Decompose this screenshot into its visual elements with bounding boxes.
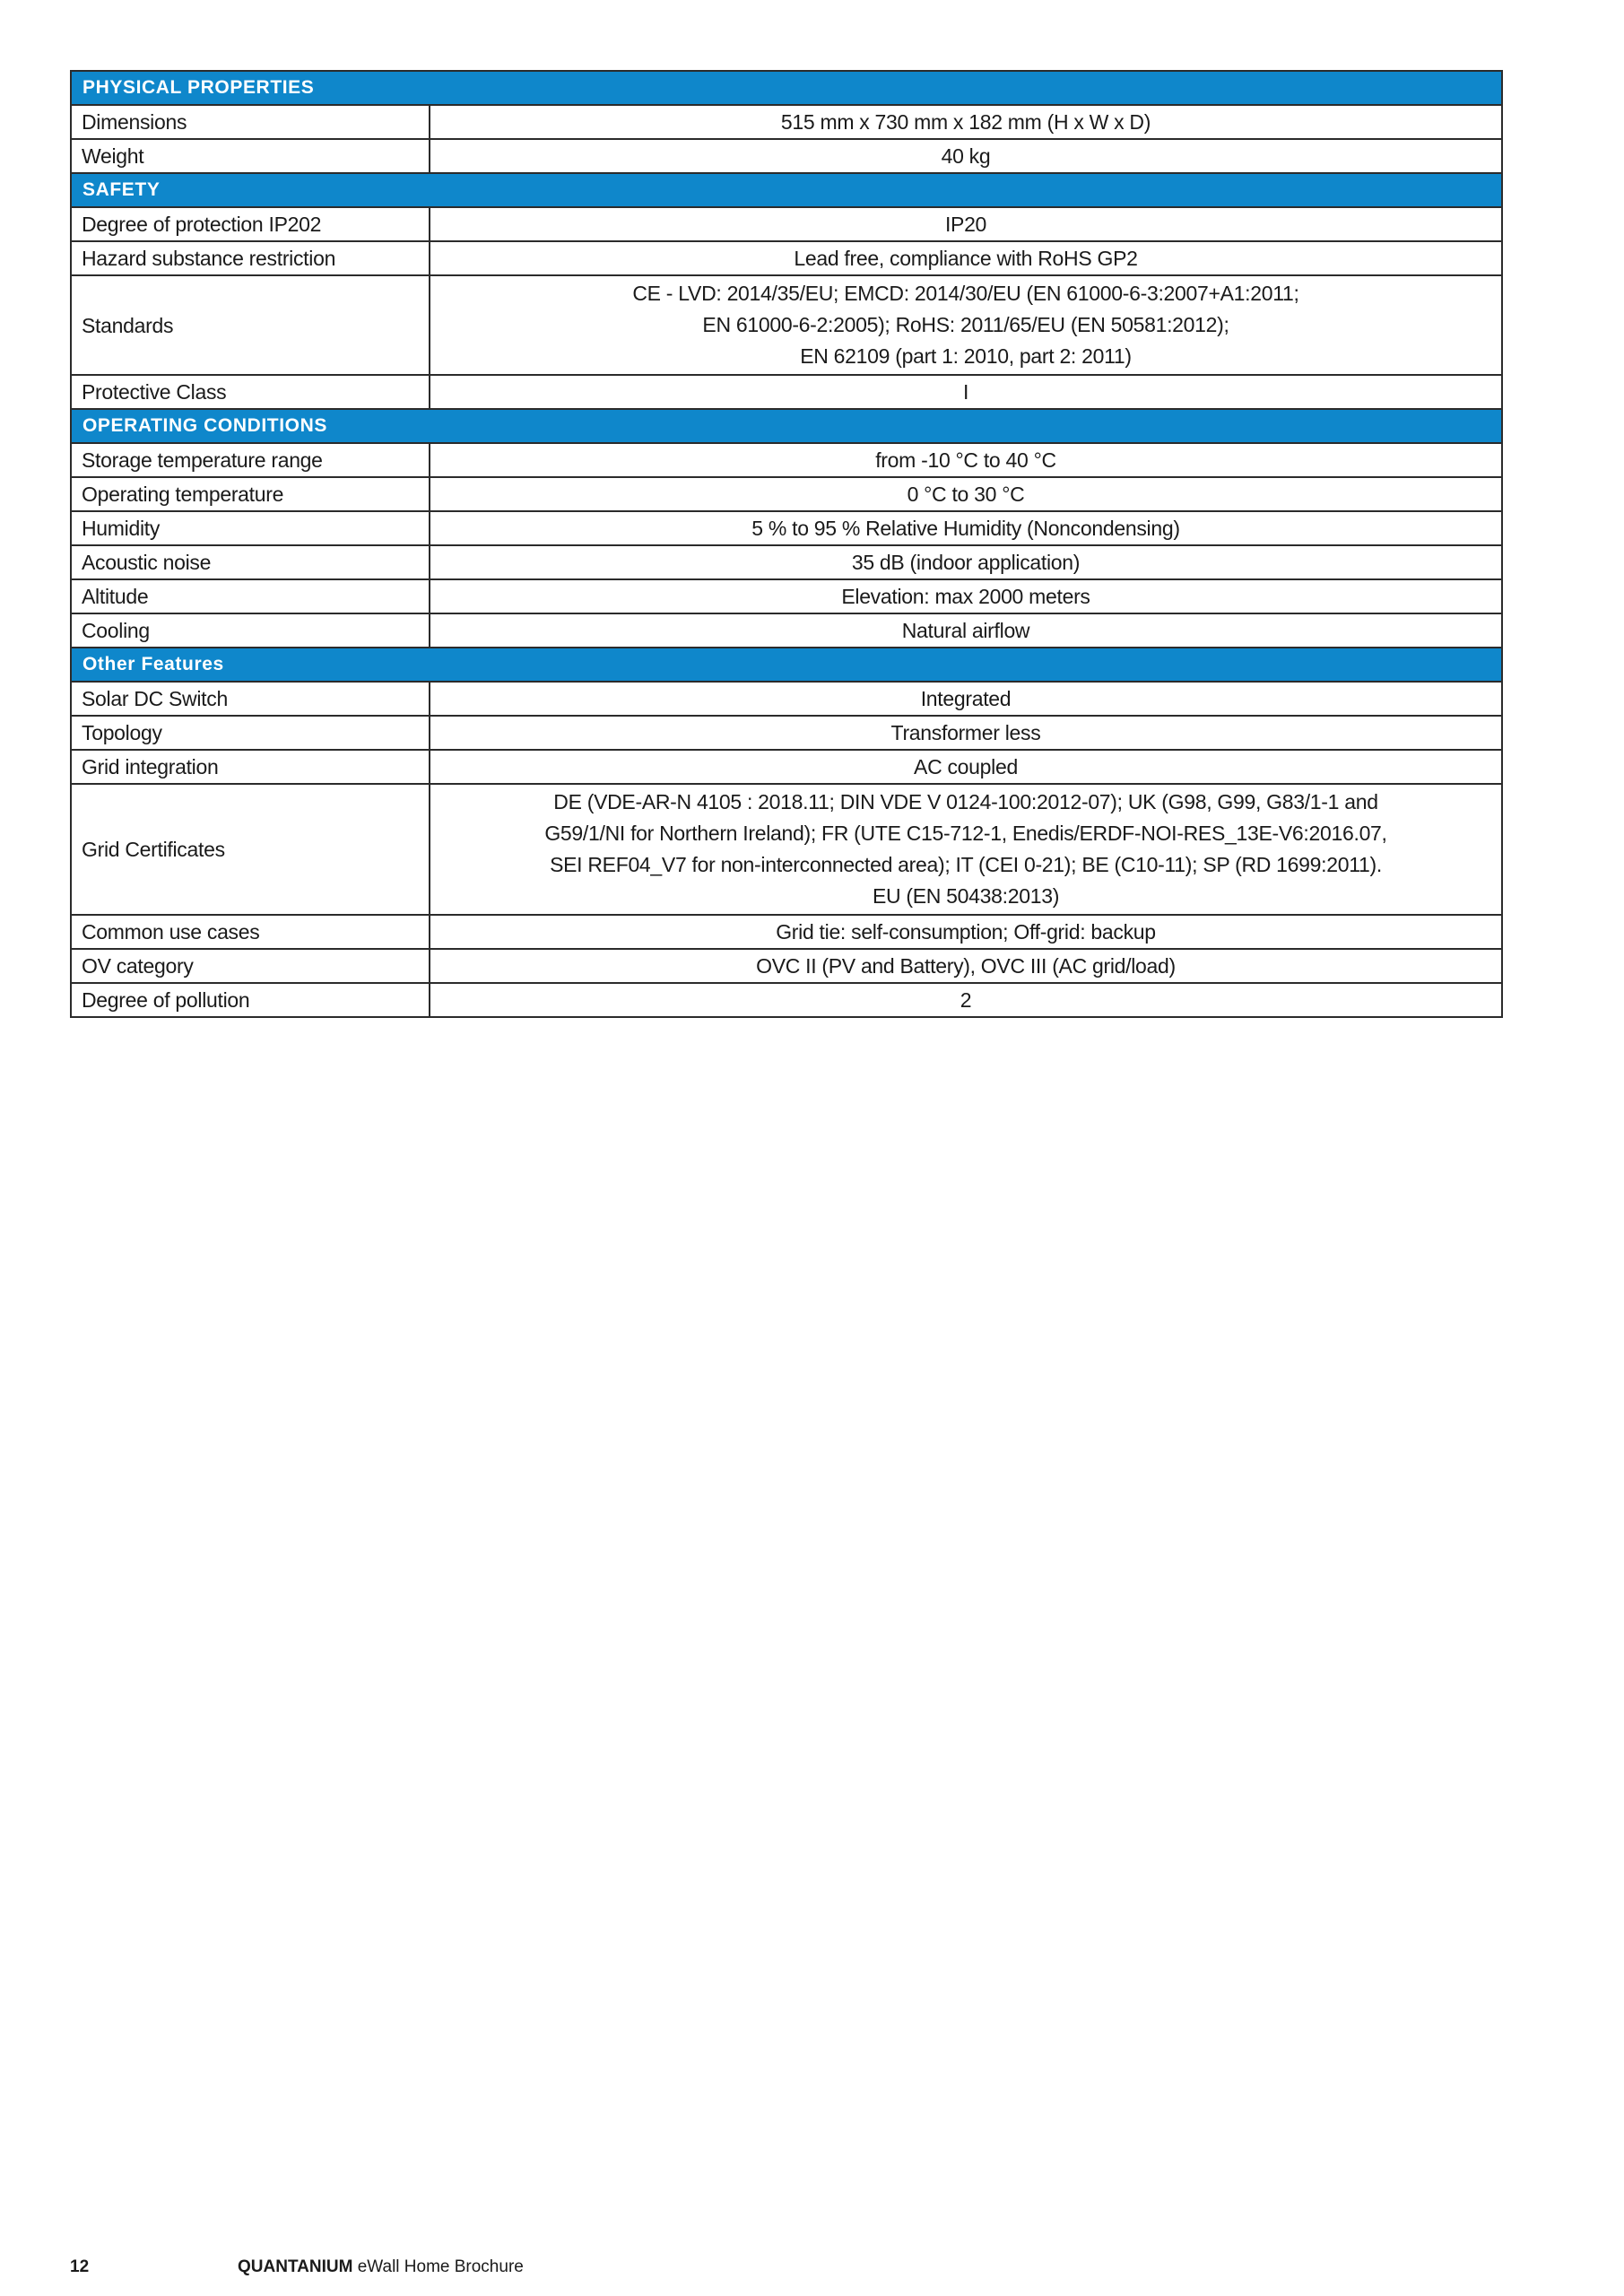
page-footer bbox=[70, 2256, 877, 2279]
table-row bbox=[71, 949, 1502, 983]
row-label: Cooling bbox=[71, 613, 430, 648]
row-value-line: IP20 bbox=[944, 212, 987, 236]
table-row bbox=[71, 750, 1502, 784]
row-value-line: EN 61000-6-2:2005); RoHS: 2011/65/EU (EN 50581:2012); bbox=[702, 313, 1229, 336]
row-value bbox=[430, 105, 1502, 139]
row-value bbox=[430, 443, 1502, 477]
row-label: Protective Class bbox=[71, 375, 430, 409]
row-label: Humidity bbox=[71, 511, 430, 545]
section-header-row bbox=[71, 409, 1502, 443]
row-value-line: G59/1/NI for Northern Ireland); FR (UTE C15-712-1, Enedis/ERDF-NOI-RES_13E-V6:2016.07, bbox=[544, 822, 1387, 845]
row-value-line: Lead free, compliance with RoHS GP2 bbox=[794, 246, 1138, 270]
row-value bbox=[430, 784, 1502, 915]
row-value-line: 515 mm x 730 mm x 182 mm (H x W x D) bbox=[780, 109, 1151, 134]
row-value bbox=[430, 949, 1502, 983]
row-label: Degree of pollution bbox=[71, 983, 430, 1017]
brand-name: QUANTANIUM bbox=[238, 2257, 353, 2276]
page-number: 12 bbox=[70, 2257, 90, 2276]
row-value bbox=[430, 613, 1502, 648]
section-title: SAFETY bbox=[71, 173, 1502, 207]
row-value-line: CE - LVD: 2014/35/EU; EMCD: 2014/30/EU (EN 61000-6-3:2007+A1:2011; bbox=[632, 282, 1299, 305]
row-value bbox=[430, 545, 1502, 579]
table-row bbox=[71, 983, 1502, 1017]
table-row bbox=[71, 105, 1502, 139]
table-row bbox=[71, 784, 1502, 915]
row-value-line: I bbox=[962, 379, 969, 404]
row-label: Hazard substance restriction bbox=[71, 241, 430, 275]
row-value-line: Natural airflow bbox=[901, 618, 1030, 642]
table-row bbox=[71, 375, 1502, 409]
section-header-row bbox=[71, 648, 1502, 682]
row-value bbox=[430, 241, 1502, 275]
row-value-line: Grid tie: self-consumption; Off-grid: backup bbox=[776, 919, 1156, 944]
row-value-line: AC coupled bbox=[914, 754, 1018, 778]
row-value-line: Integrated bbox=[920, 686, 1012, 710]
row-label: Grid Certificates bbox=[71, 784, 430, 915]
table-row bbox=[71, 511, 1502, 545]
table-row bbox=[71, 579, 1502, 613]
row-label: Acoustic noise bbox=[71, 545, 430, 579]
row-label: Solar DC Switch bbox=[71, 682, 430, 716]
brochure-title bbox=[238, 2256, 524, 2279]
table-row bbox=[71, 139, 1502, 173]
table-row bbox=[71, 545, 1502, 579]
row-value-line: from -10 °C to 40 °C bbox=[875, 448, 1056, 472]
row-value-line: 5 % to 95 % Relative Humidity (Noncondensing) bbox=[751, 516, 1180, 540]
row-value-line: EU (EN 50438:2013) bbox=[872, 884, 1060, 908]
row-value bbox=[430, 915, 1502, 949]
row-label: Storage temperature range bbox=[71, 443, 430, 477]
row-value-line: OVC II (PV and Battery), OVC III (AC grid/load) bbox=[756, 953, 1176, 978]
row-value bbox=[430, 716, 1502, 750]
table-row bbox=[71, 443, 1502, 477]
row-value-line: 40 kg bbox=[941, 144, 991, 168]
section-header-row bbox=[71, 71, 1502, 105]
row-label: Grid integration bbox=[71, 750, 430, 784]
row-value bbox=[430, 275, 1502, 375]
row-value bbox=[430, 682, 1502, 716]
table-row bbox=[71, 682, 1502, 716]
row-label: Operating temperature bbox=[71, 477, 430, 511]
row-label: Topology bbox=[71, 716, 430, 750]
row-value-line: EN 62109 (part 1: 2010, part 2: 2011) bbox=[800, 344, 1132, 368]
spec-table bbox=[70, 70, 1503, 1018]
row-value-line: Elevation: max 2000 meters bbox=[841, 584, 1090, 608]
table-row bbox=[71, 716, 1502, 750]
row-label: Standards bbox=[71, 275, 430, 375]
table-row bbox=[71, 915, 1502, 949]
table-row bbox=[71, 241, 1502, 275]
row-value-line: Transformer less bbox=[890, 720, 1041, 744]
row-value-line: 2 bbox=[960, 987, 972, 1012]
row-value bbox=[430, 579, 1502, 613]
section-header-row bbox=[71, 173, 1502, 207]
row-value bbox=[430, 139, 1502, 173]
row-value bbox=[430, 375, 1502, 409]
row-label: Degree of protection IP202 bbox=[71, 207, 430, 241]
row-value-line: DE (VDE-AR-N 4105 : 2018.11; DIN VDE V 0124-100:2012-07); UK (G98, G99, G83/1-1 and bbox=[553, 790, 1378, 813]
row-label: OV category bbox=[71, 949, 430, 983]
row-label: Weight bbox=[71, 139, 430, 173]
section-title: Other Features bbox=[71, 648, 1502, 682]
row-label: Common use cases bbox=[71, 915, 430, 949]
row-value-line: 0 °C to 30 °C bbox=[907, 482, 1025, 506]
row-value bbox=[430, 511, 1502, 545]
row-label: Dimensions bbox=[71, 105, 430, 139]
row-value-line: 35 dB (indoor application) bbox=[851, 550, 1081, 574]
row-value bbox=[430, 983, 1502, 1017]
table-row bbox=[71, 207, 1502, 241]
spec-table-body bbox=[71, 71, 1502, 1017]
table-row bbox=[71, 477, 1502, 511]
row-label: Altitude bbox=[71, 579, 430, 613]
row-value bbox=[430, 750, 1502, 784]
section-title: OPERATING CONDITIONS bbox=[71, 409, 1502, 443]
table-row bbox=[71, 613, 1502, 648]
brochure-subtitle: eWall Home Brochure bbox=[352, 2257, 524, 2276]
row-value bbox=[430, 207, 1502, 241]
row-value-line: SEI REF04_V7 for non-interconnected area); IT (CEI 0-21); BE (C10-11); SP (RD 1699:2011). bbox=[550, 853, 1382, 876]
table-row bbox=[71, 275, 1502, 375]
row-value bbox=[430, 477, 1502, 511]
section-title: PHYSICAL PROPERTIES bbox=[71, 71, 1502, 105]
